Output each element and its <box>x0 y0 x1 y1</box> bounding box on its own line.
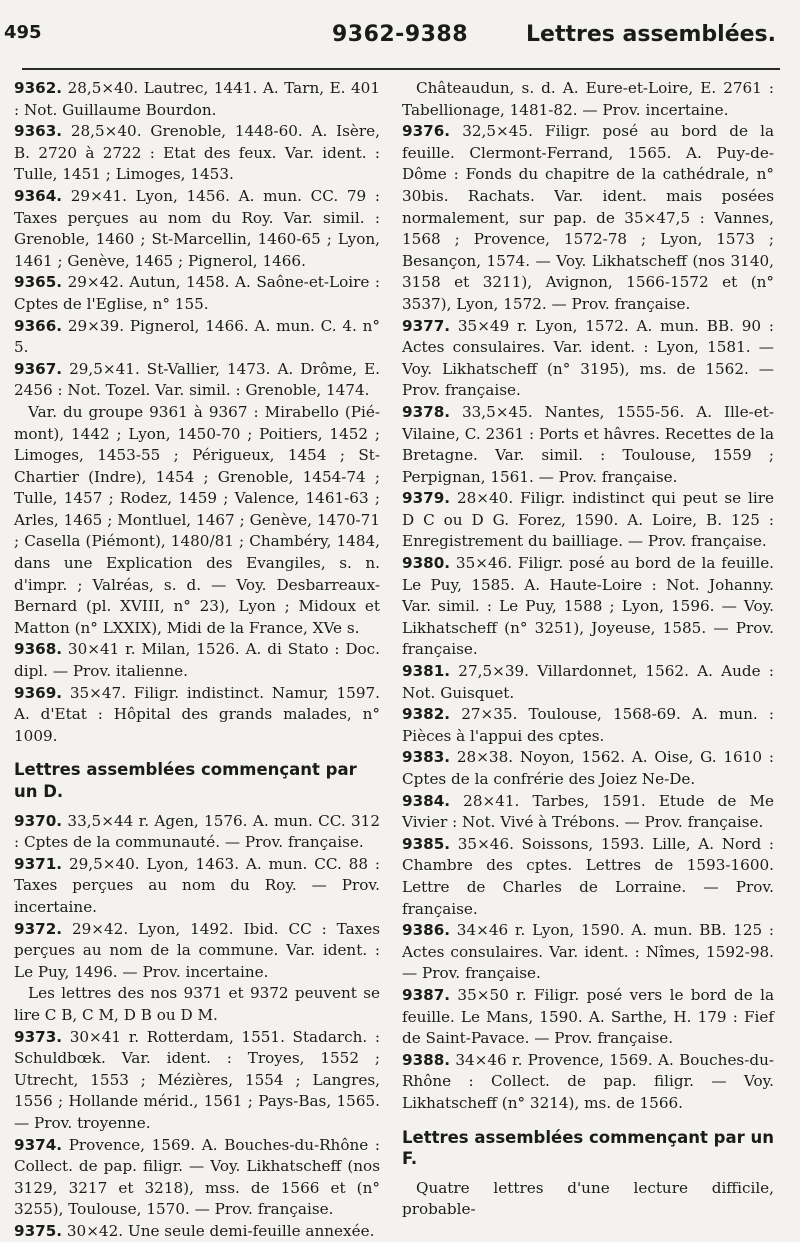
catalog-entry <box>402 661 774 704</box>
catalog-entry <box>14 78 380 121</box>
entry-text: 27×35. Toulouse, 1568-69. A. mun. : Pièces à l'appui des cptes. <box>402 705 774 745</box>
entry-text: 29,5×40. Lyon, 1463. A. mun. CC. 88 : Taxes perçues au nom du Roy. — Prov. incertaine. <box>14 854 380 916</box>
entry-number: 9370. <box>14 811 63 830</box>
entry-number: 9379. <box>402 489 451 508</box>
page-number: 495 <box>4 22 42 43</box>
catalog-entry <box>402 316 774 402</box>
catalog-entry <box>14 186 380 272</box>
entry-text: 28×40. Filigr. indistinct qui peut se lire D C ou D G. Forez, 1590. A. Loire, B. 125 : Enregistrement du bailliage. — Prov. française. <box>402 489 775 551</box>
entry-number: 9368. <box>14 640 63 659</box>
entry-number: 9384. <box>402 791 451 810</box>
entry-number: 9365. <box>14 273 63 292</box>
catalog-entry <box>14 1027 380 1135</box>
entry-number: 9375. <box>14 1221 63 1240</box>
entry-text: 30×41 r. Rotterdam, 1551. Stadarch. : Schuldbœk. Var. ident. : Troyes, 1552 ; Utrecht, 1553 ; Mézières, 1554 ; Langres, 1556 ; Hollande mérid., 1561 ; Pays-Bas, 1565. — Prov. troyenne. <box>14 1027 381 1132</box>
entry-number: 9377. <box>402 316 451 335</box>
catalog-entry <box>14 1221 380 1242</box>
entry-text: Quatre lettres d'une lecture difficile, probable- <box>402 1178 774 1219</box>
entry-text: 32,5×45. Filigr. posé au bord de la feuille. Clermont-Ferrand, 1565. A. Puy-de-Dôme : Fonds du chapitre de la cathédrale, n° 30bis. Rachats. Var. ident. mais posées normalement, sur pap. de 35×47,5 : Vannes, 1568 ; Provence, 1572-78 ; Lyon, 1573 ; Besançon, 1574. — Voy. Likhatscheff (nos 3140, 3158 et 3211), Avignon, 1566-1572 et (n° 3537), Lyon, 1572. — Prov. française. <box>402 122 774 313</box>
entry-text: 27,5×39. Villardonnet, 1562. A. Aude : Not. Guisquet. <box>402 662 774 702</box>
section-heading: Lettres assemblées commençant par un D. <box>14 760 357 801</box>
entry-text: 33,5×44 r. Agen, 1576. A. mun. CC. 312 : Cptes de la communauté. — Prov. française. <box>14 811 381 852</box>
catalog-entry <box>14 811 380 854</box>
entry-text: 29×42. Autun, 1458. A. Saône-et-Loire : Cptes de l'Eglise, n° 155. <box>14 273 380 313</box>
catalog-entry <box>402 985 774 1050</box>
entry-number: 9383. <box>402 748 451 767</box>
entry-number: 9363. <box>14 122 63 141</box>
section-heading: Lettres assemblées commençant par un F. <box>402 1127 774 1169</box>
entry-range: 9362-9388 <box>331 22 469 47</box>
entry-text: Les lettres des nos 9371 et 9372 peuvent se lire C B, C M, D B ou D M. <box>14 984 380 1024</box>
entry-number: 9387. <box>402 985 451 1004</box>
catalog-entry <box>402 747 774 790</box>
page-header <box>0 14 800 54</box>
catalog-entry <box>402 704 774 747</box>
entry-text: 28,5×40. Grenoble, 1448-60. A. Isère, B. 2720 à 2722 : Etat des feux. Var. ident. : Tulle, 1451 ; Limoges, 1453. <box>14 122 380 184</box>
entry-text: 35×49 r. Lyon, 1572. A. mun. BB. 90 : Actes consulaires. Var. ident. : Lyon, 1581. — Voy. Likhatscheff (n° 3195), ms. de 1562. — Prov. française. <box>402 316 775 400</box>
entry-text: 34×46 r. Provence, 1569. A. Bouches-du-Rhône : Collect. de pap. filigr. — Voy. Likhatscheff (n° 3214), ms. de 1566. <box>402 1050 774 1112</box>
right-column <box>402 78 774 1221</box>
entry-number: 9386. <box>402 921 451 940</box>
left-column <box>14 78 380 1242</box>
running-title: Lettres assemblées. <box>526 22 776 47</box>
catalog-entry <box>14 316 380 359</box>
entry-text: 28,5×40. Lautrec, 1441. A. Tarn, E. 401 : Not. Guillaume Bourdon. <box>14 79 380 119</box>
entry-text: 30×42. Une seule demi-feuille annexée. <box>66 1221 375 1240</box>
catalog-entry <box>14 683 380 748</box>
catalog-entry <box>402 834 774 920</box>
entry-number: 9381. <box>402 662 451 681</box>
entry-number: 9371. <box>14 854 63 873</box>
catalog-entry <box>402 920 774 985</box>
entry-text: 29×42. Lyon, 1492. Ibid. CC : Taxes perçues au nom de la commune. Var. ident. : Le Puy, 1496. — Prov. incertaine. <box>14 919 381 981</box>
entry-text: 35×46. Soissons, 1593. Lille, A. Nord : Chambre des cptes. Lettres de 1593-1600. Lettre de Charles de Lorraine. — Prov. française. <box>402 834 774 918</box>
catalog-entry <box>14 1135 380 1221</box>
entry-number: 9372. <box>14 919 63 938</box>
entry-text: 30×41 r. Milan, 1526. A. di Stato : Doc. dipl. — Prov. italienne. <box>14 640 381 681</box>
catalog-entry <box>14 854 380 919</box>
catalog-entry <box>14 983 380 1026</box>
entry-text: Châteaudun, s. d. A. Eure-et-Loire, E. 2761 : Tabellionage, 1481-82. — Prov. incertaine. <box>402 79 774 119</box>
entry-number: 9374. <box>14 1135 63 1154</box>
catalog-entry <box>14 919 380 984</box>
entry-text: 28×41. Tarbes, 1591. Etude de Me Vivier : Not. Vivé à Trébons. — Prov. française. <box>402 791 774 832</box>
entry-text: 35×47. Filigr. indistinct. Namur, 1597. A. d'Etat : Hôpital des grands malades, n° 1009. <box>14 683 380 745</box>
entry-number: 9362. <box>14 79 63 97</box>
header-rule <box>22 68 780 70</box>
catalog-entry <box>14 121 380 186</box>
catalog-entry <box>14 402 380 640</box>
entry-text: Provence, 1569. A. Bouches-du-Rhône : Collect. de pap. filigr. — Voy. Likhatscheff (nos 3129, 3217 et 3218), mss. de 1566 et (n° 3255), Toulouse, 1570. — Prov. française. <box>14 1135 381 1219</box>
entry-number: 9367. <box>14 359 63 378</box>
entry-number: 9378. <box>402 402 451 421</box>
catalog-entry <box>402 488 774 553</box>
catalog-entry <box>14 359 380 402</box>
entry-text: 35×50 r. Filigr. posé vers le bord de la feuille. Le Mans, 1590. A. Sarthe, H. 179 : Fief de Saint-Pavace. — Prov. française. <box>402 985 775 1048</box>
catalog-entry <box>402 78 774 121</box>
entry-number: 9376. <box>402 122 451 141</box>
entry-text: 35×46. Filigr. posé au bord de la feuille. Le Puy, 1585. A. Haute-Loire : Not. Johanny. Var. simil. : Le Puy, 1588 ; Lyon, 1596. — Voy. Likhatscheff (n° 3251), Joyeuse, 1585. — Prov. française. <box>402 554 775 659</box>
entry-text: 34×46 r. Lyon, 1590. A. mun. BB. 125 : Actes consulaires. Var. ident. : Nîmes, 1592-98. — Prov. française. <box>402 921 775 983</box>
entry-text: 28×38. Noyon, 1562. A. Oise, G. 1610 : Cptes de la confrérie des Joiez Ne-De. <box>402 748 774 788</box>
catalog-entry <box>402 402 774 488</box>
entry-number: 9369. <box>14 683 63 702</box>
entry-text: 29×41. Lyon, 1456. A. mun. CC. 79 : Taxes perçues au nom du Roy. Var. simil. : Grenoble, 1460 ; St-Marcellin, 1460-65 ; Lyon, 1461 ; Genève, 1465 ; Pignerol, 1466. <box>14 186 381 270</box>
catalog-entry <box>14 639 380 682</box>
entry-number: 9382. <box>402 705 451 724</box>
entry-text: Var. du groupe 9361 à 9367 : Mirabello (Pié-mont), 1442 ; Lyon, 1450-70 ; Poitiers, 1452 ; Limoges, 1453-55 ; Périgueux, 1454 ; St-Chartier (Indre), 1454 ; Grenoble, 1454-74 ; Tulle, 1457 ; Rodez, 1459 ; Valence, 1461-63 ; Arles, 1465 ; Montluel, 1467 ; Genève, 1470-71 ; Casella (Piémont), 1480/81 ; Chambéry, 1484, dans une Explication des Evangiles, s. n. d'impr. ; Valréas, s. d. — Voy. Desbarreaux-Bernard (pl. XVIII, n° 23), Lyon ; Midoux et Matton (n° LXXIX), Midi de la France, XVe s. <box>14 402 380 637</box>
entry-number: 9373. <box>14 1027 63 1046</box>
entry-text: 33,5×45. Nantes, 1555-56. A. Ille-et-Vilaine, C. 2361 : Ports et hâvres. Recettes de la Bretagne. Var. simil. : Toulouse, 1559 ; Perpignan, 1561. — Prov. française. <box>402 402 775 486</box>
catalog-entry <box>402 1178 774 1221</box>
entry-number: 9380. <box>402 554 451 573</box>
catalog-entry <box>402 791 774 834</box>
entry-number: 9385. <box>402 834 451 853</box>
catalog-entry <box>402 121 774 315</box>
entry-number: 9388. <box>402 1050 451 1069</box>
entry-text: 29×39. Pignerol, 1466. A. mun. C. 4. n° 5. <box>14 316 380 357</box>
catalog-entry <box>402 1050 774 1115</box>
entry-number: 9364. <box>14 186 63 205</box>
catalog-entry <box>14 272 380 315</box>
entry-number: 9366. <box>14 316 63 335</box>
entry-text: 29,5×41. St-Vallier, 1473. A. Drôme, E. 2456 : Not. Tozel. Var. simil. : Grenoble, 1474. <box>14 359 380 400</box>
catalog-entry <box>402 553 774 661</box>
